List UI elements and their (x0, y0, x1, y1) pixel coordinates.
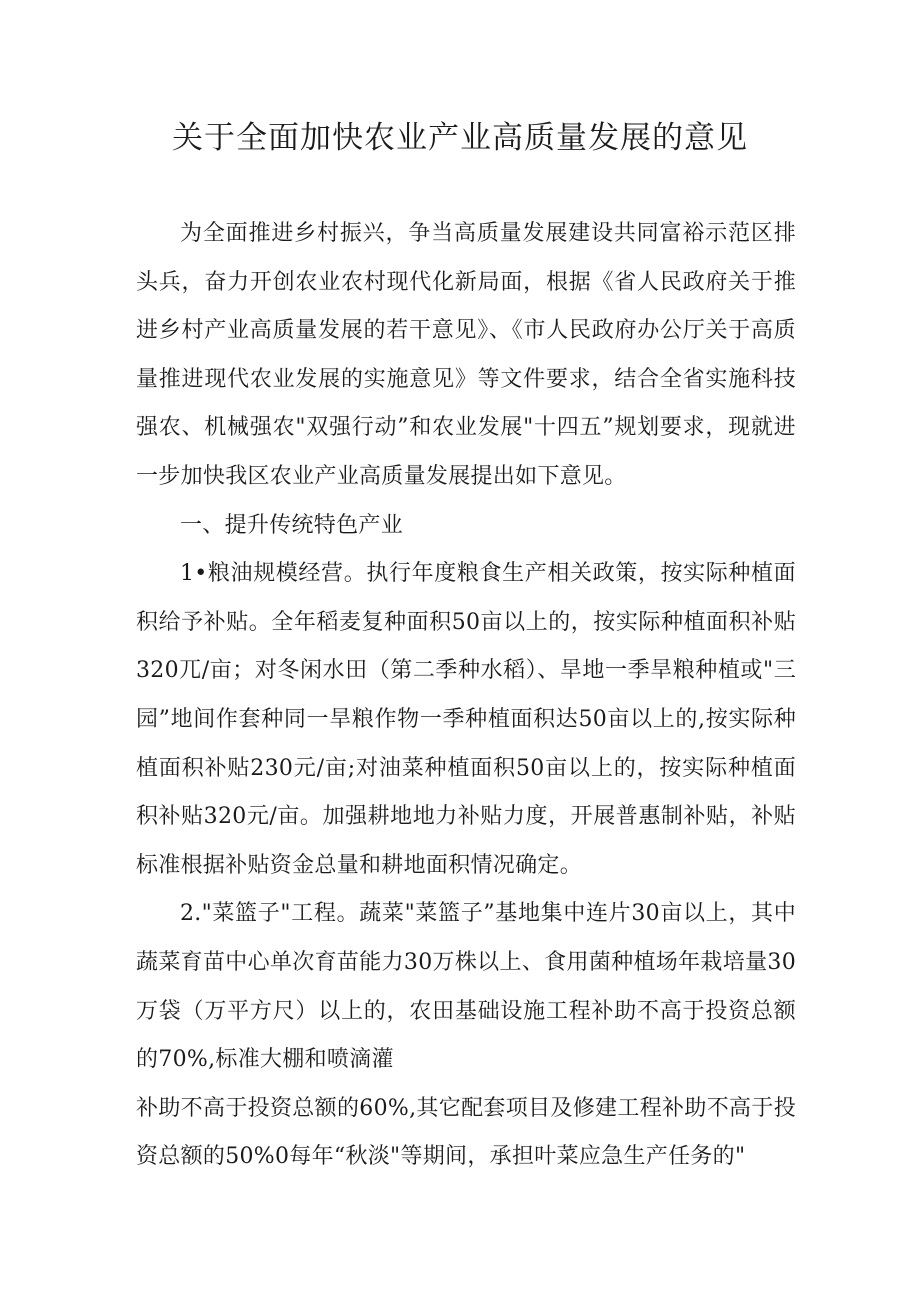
paragraph-vegetable-basket: 2."菜篮子"工程。蔬菜"菜篮子”基地集中连片30亩以上，其中蔬菜育苗中心单次育苗能力30万株以上、食用菌种植场年栽培量30万袋（万平方尺）以上的，农田基础设施工程补助不高于投资总额的70%,标准大棚和喷滴灌 (136, 901, 796, 1073)
paragraph-intro: 为全面推进乡村振兴，争当高质量发展建设共同富裕示范区排头兵，奋力开创农业农村现代化新局面，根据《省人民政府关于推进乡村产业高质量发展的若干意见》、《市人民政府办公厅关于高质量推进现代农业发展的实施意见》等文件要求，结合全省实施科技强农、机械强农"双强行动”和农业发展"十四五”规划要求，现就进一步加快我区农业产业高质量发展提出如下意见。 (136, 221, 796, 489)
paragraph-grain-oil: 1•粮油规模经营。执行年度粮食生产相关政策，按实际种植面积给予补贴。全年稻麦复种面积50亩以上的，按实际种植面积补贴320兀/亩；对冬闲水田（第二季种水稻）、旱地一季旱粮种植或"三园”地间作套种同一旱粮作物一季种植面积达50亩以上的,按实际种植面积补贴230元/亩;对油菜种植面积50亩以上的，按实际种植面积补贴320元/亩。加强耕地地力补贴力度，开展普惠制补贴，补贴标准根据补贴资金总量和耕地面积情况确定。 (136, 561, 796, 878)
section-heading-1: 一、提升传统特色产业 (180, 512, 404, 538)
document-title: 关于全面加快农业产业高质量发展的意见 (172, 120, 748, 156)
document-body (136, 210, 796, 1182)
paragraph-continuation: 补助不高于投资总额的60%,其它配套项目及修建工程补助不高于投资总额的50%0每年“秋淡"等期间，承担叶菜应急生产任务的" (136, 1095, 796, 1170)
